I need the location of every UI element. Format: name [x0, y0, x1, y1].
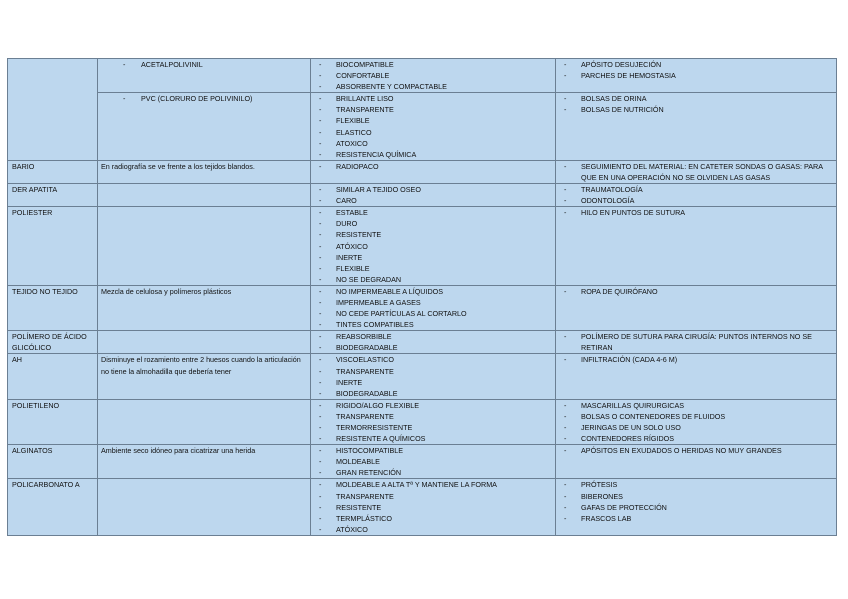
list-item: - CARO [314, 195, 552, 206]
uses-list [559, 59, 833, 81]
properties-list [314, 331, 552, 353]
list-item: - BOLSAS DE ORINA [559, 93, 833, 104]
list-item: - ATÓXICO [314, 524, 552, 535]
material-name-cell: TEJIDO NO TEJIDO [8, 285, 98, 330]
table-row [8, 285, 837, 330]
properties-list [314, 400, 552, 444]
description-cell [98, 207, 311, 286]
table-row [8, 331, 837, 354]
table-row [8, 59, 837, 93]
table-row [8, 160, 837, 183]
list-item: - BIBERONES [559, 491, 833, 502]
uses-cell [556, 331, 837, 354]
table-row [8, 399, 837, 444]
subtype-name: - ACETALPOLIVINIL [101, 59, 307, 70]
list-item: - FLEXIBLE [314, 115, 552, 126]
list-item: - INERTE [314, 252, 552, 263]
uses-list [559, 400, 833, 444]
list-item: - RESISTENTE [314, 229, 552, 240]
uses-list [559, 184, 833, 206]
description-cell [98, 479, 311, 535]
list-item: - PRÓTESIS [559, 479, 833, 490]
material-name-cell: POLIETILENO [8, 399, 98, 444]
properties-cell [311, 354, 556, 399]
materials-table-container [7, 58, 836, 536]
table-row [8, 479, 837, 535]
list-item: - APÓSITOS EN EXUDADOS O HERIDAS NO MUY GRANDES [559, 445, 833, 456]
list-item: - NO SE DEGRADAN [314, 274, 552, 285]
uses-list [559, 479, 833, 523]
list-item: - SIMILAR A TEJIDO OSEO [314, 184, 552, 195]
list-item: - DURO [314, 218, 552, 229]
table-row [8, 445, 837, 479]
properties-list [314, 93, 552, 160]
list-item: - HILO EN PUNTOS DE SUTURA [559, 207, 833, 218]
material-name-cell: POLICARBONATO A [8, 479, 98, 535]
subtype-name: - PVC (CLORURO DE POLIVINILO) [101, 93, 307, 104]
description-cell [98, 399, 311, 444]
properties-cell [311, 93, 556, 161]
list-item: - NO IMPERMEABLE A LÍQUIDOS [314, 286, 552, 297]
properties-cell [311, 184, 556, 207]
properties-list [314, 479, 552, 534]
list-item: - BIODEGRADABLE [314, 388, 552, 399]
properties-list [314, 59, 552, 92]
properties-list [314, 161, 552, 172]
list-item: - ELASTICO [314, 127, 552, 138]
list-item: - CONTENEDORES RÍGIDOS [559, 433, 833, 444]
properties-cell [311, 479, 556, 535]
list-item: - TRANSPARENTE [314, 491, 552, 502]
list-item: - ATOXICO [314, 138, 552, 149]
list-item: - TRANSPARENTE [314, 366, 552, 377]
list-item: - APÓSITO DESUJECIÓN [559, 59, 833, 70]
list-item: - BIOCOMPATIBLE [314, 59, 552, 70]
list-item: - ESTABLE [314, 207, 552, 218]
material-name-cell: POLÍMERO DE ÁCIDO GLICÓLICO [8, 331, 98, 354]
uses-cell [556, 207, 837, 286]
list-item: - TERMORRESISTENTE [314, 422, 552, 433]
list-item: - INFILTRACIÓN (CADA 4-6 M) [559, 354, 833, 365]
properties-list [314, 354, 552, 398]
material-name-cell: DER APATITA [8, 184, 98, 207]
uses-cell [556, 93, 837, 161]
list-item: - REABSORBIBLE [314, 331, 552, 342]
list-item: - TRAUMATOLOGÍA [559, 184, 833, 195]
list-item: - BRILLANTE LISO [314, 93, 552, 104]
list-item: - HISTOCOMPATIBLE [314, 445, 552, 456]
uses-cell [556, 285, 837, 330]
list-item: - ABSORBENTE Y COMPACTABLE [314, 81, 552, 92]
list-item: - CONFORTABLE [314, 70, 552, 81]
list-item: - BIODEGRADABLE [314, 342, 552, 353]
list-item: - INERTE [314, 377, 552, 388]
list-item: - MASCARILLAS QUIRURGICAS [559, 400, 833, 411]
table-row [8, 93, 837, 161]
table-row [8, 184, 837, 207]
uses-list [559, 286, 833, 297]
list-item: - RADIOPACO [314, 161, 552, 172]
list-item: - GRAN RETENCIÓN [314, 467, 552, 478]
uses-cell [556, 160, 837, 183]
properties-cell [311, 285, 556, 330]
list-item: - FRASCOS LAB [559, 513, 833, 524]
properties-cell [311, 59, 556, 93]
uses-cell [556, 59, 837, 93]
description-cell: En radiografía se ve frente a los tejidos blandos. [98, 160, 311, 183]
material-name-cell [8, 59, 98, 161]
description-cell [98, 331, 311, 354]
subtype-cell [98, 59, 311, 93]
uses-cell [556, 184, 837, 207]
material-name-cell: BARIO [8, 160, 98, 183]
properties-cell [311, 399, 556, 444]
list-item: - RESISTENTE [314, 502, 552, 513]
list-item: - RIGIDO/ALGO FLEXIBLE [314, 400, 552, 411]
properties-list [314, 445, 552, 478]
list-item: - FLEXIBLE [314, 263, 552, 274]
properties-list [314, 184, 552, 206]
list-item: - TRANSPARENTE [314, 104, 552, 115]
list-item: - SEGUIMIENTO DEL MATERIAL: EN CATETER SONDAS O GASAS: PARA QUE EN UNA OPERACIÓN NO SE OLVIDEN LAS GASAS [559, 161, 833, 183]
list-item: - IMPERMEABLE A GASES [314, 297, 552, 308]
table-row [8, 354, 837, 399]
list-item: - POLÍMERO DE SUTURA PARA CIRUGÍA: PUNTOS INTERNOS NO SE RETIRAN [559, 331, 833, 353]
uses-cell [556, 354, 837, 399]
list-item: - BOLSAS O CONTENEDORES DE FLUIDOS [559, 411, 833, 422]
properties-cell [311, 445, 556, 479]
uses-list [559, 207, 833, 218]
list-item: - ATÓXICO [314, 241, 552, 252]
uses-cell [556, 479, 837, 535]
list-item: - TINTES COMPATIBLES [314, 319, 552, 330]
uses-list [559, 161, 833, 183]
list-item: - JERINGAS DE UN SOLO USO [559, 422, 833, 433]
properties-list [314, 207, 552, 285]
list-item: - PARCHES DE HEMOSTASIA [559, 70, 833, 81]
material-name-cell: AH [8, 354, 98, 399]
list-item: - RESISTENTE A QUÍMICOS [314, 433, 552, 444]
uses-list [559, 445, 833, 456]
list-item: - MOLDEABLE [314, 456, 552, 467]
uses-cell [556, 399, 837, 444]
uses-list [559, 354, 833, 365]
description-cell: Mezcla de celulosa y polímeros plásticos [98, 285, 311, 330]
list-item: - NO CEDE PARTÍCULAS AL CORTARLO [314, 308, 552, 319]
description-cell: Ambiente seco idóneo para cicatrizar una herida [98, 445, 311, 479]
list-item: - RESISTENCIA QUÍMICA [314, 149, 552, 160]
uses-list [559, 331, 833, 353]
list-item: - ODONTOLOGÍA [559, 195, 833, 206]
description-cell [98, 184, 311, 207]
material-name-cell: POLIESTER [8, 207, 98, 286]
properties-cell [311, 331, 556, 354]
properties-cell [311, 207, 556, 286]
list-item: - BOLSAS DE NUTRICIÓN [559, 104, 833, 115]
material-name-cell: ALGINATOS [8, 445, 98, 479]
properties-list [314, 286, 552, 330]
materials-table [7, 58, 837, 536]
properties-cell [311, 160, 556, 183]
list-item: - TRANSPARENTE [314, 411, 552, 422]
list-item: - GAFAS DE PROTECCIÓN [559, 502, 833, 513]
list-item: - ROPA DE QUIRÓFANO [559, 286, 833, 297]
list-item: - MOLDEABLE A ALTA Tª Y MANTIENE LA FORMA [314, 479, 552, 490]
description-cell: Disminuye el rozamiento entre 2 huesos cuando la articulación no tiene la almohadilla que debería tener [98, 354, 311, 399]
list-item: - TERMPLÁSTICO [314, 513, 552, 524]
subtype-cell [98, 93, 311, 161]
table-row [8, 207, 837, 286]
materials-table-body [8, 59, 837, 536]
uses-list [559, 93, 833, 115]
list-item: - VISCOELASTICO [314, 354, 552, 365]
uses-cell [556, 445, 837, 479]
